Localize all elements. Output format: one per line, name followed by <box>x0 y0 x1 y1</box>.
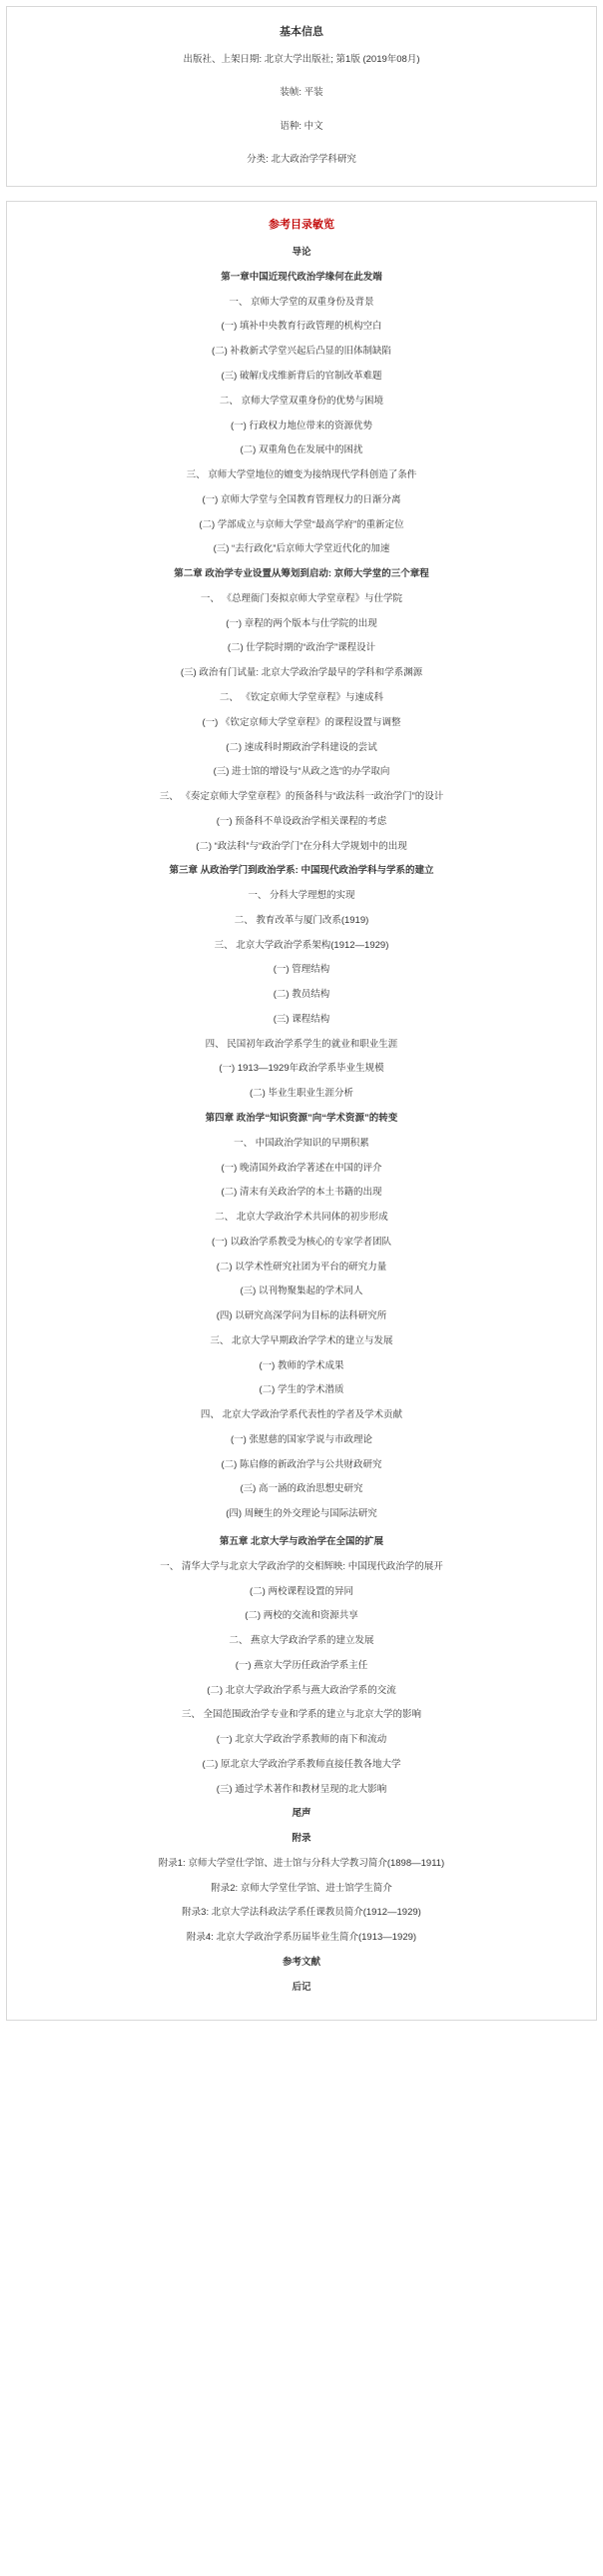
toc-entry[interactable]: 三、 全国范围政治学专业和学系的建立与北京大学的影响 <box>181 1709 422 1721</box>
toc-entry[interactable]: 三、 北京大学政治学系架构(1912—1929) <box>214 939 389 951</box>
toc-entry[interactable]: (一) 北京大学政治学系教师的南下和流动 <box>216 1734 387 1746</box>
toc-entry[interactable]: (二) 教员结构 <box>273 989 330 1001</box>
toc-entry[interactable]: 第一章中国近现代政治学缘何在此发端 <box>221 271 382 283</box>
basic-info-panel <box>6 6 597 187</box>
toc-entry[interactable]: 尾声 <box>292 1808 311 1820</box>
toc-entry[interactable]: (二) “政法科”与“政治学门”在分科大学规划中的出现 <box>196 840 407 852</box>
toc-entry[interactable]: 一、 清华大学与北京大学政治学的交相辉映: 中国现代政治学的展开 <box>160 1560 443 1572</box>
toc-entry[interactable]: (一) 教师的学术成果 <box>259 1359 344 1371</box>
toc-entry[interactable]: 第二章 政治学专业设置从筹划到启动: 京师大学堂的三个章程 <box>174 568 429 580</box>
toc-entry[interactable]: 附录3: 北京大学法科政法学系任课教员简介(1912—1929) <box>182 1907 421 1919</box>
toc-entry[interactable]: (二) 毕业生职业生涯分析 <box>250 1088 353 1100</box>
toc-entry[interactable]: 一、 京师大学堂的双重身份及背景 <box>229 296 374 308</box>
toc-entry[interactable]: 一、 中国政治学知识的早期积累 <box>234 1137 369 1149</box>
toc-entry[interactable]: (三) 进士馆的增设与“从政之选”的办学取向 <box>213 766 390 778</box>
toc-entry[interactable]: 第五章 北京大学与政治学在全国的扩展 <box>219 1536 384 1547</box>
toc-entry[interactable]: 三、 《奏定京师大学堂章程》的预备科与“政法科一政治学门”的设计 <box>159 791 444 803</box>
toc-entry[interactable]: 二、 北京大学政治学术共同体的初步形成 <box>215 1212 388 1224</box>
toc-entry[interactable]: (一) 燕京大学历任政治学系主任 <box>235 1659 368 1671</box>
toc-entry[interactable]: (一) 《钦定京师大学堂章程》的课程设置与调整 <box>202 716 401 728</box>
toc-entry[interactable]: (四) 周鲠生的外交理论与国际法研究 <box>226 1508 377 1520</box>
toc-entry[interactable]: 一、 《总理衙门奏拟京师大学堂章程》与仕学院 <box>200 592 403 604</box>
toc-list <box>19 246 584 1994</box>
toc-entry[interactable]: (三) “去行政化”后京师大学堂近代化的加速 <box>213 543 390 555</box>
toc-entry[interactable]: (二) 学生的学术潜质 <box>259 1384 344 1396</box>
toc-entry[interactable]: (二) 双重角色在发展中的困扰 <box>240 444 363 456</box>
basic-info-title: 基本信息 <box>280 26 323 38</box>
toc-entry[interactable]: (一) 以政治学系教受为核心的专家学者团队 <box>212 1236 391 1248</box>
toc-entry[interactable]: 三、 京师大学堂地位的嬗变为接纳现代学科创造了条件 <box>186 469 417 481</box>
toc-entry[interactable]: 三、 北京大学早期政治学学术的建立与发展 <box>210 1334 393 1346</box>
toc-entry[interactable]: (一) 填补中央教育行政管理的机构空白 <box>221 321 382 333</box>
toc-entry[interactable]: 第三章 从政治学门到政治学系: 中国现代政治学科与学系的建立 <box>169 865 434 877</box>
toc-entry[interactable]: (一) 京师大学堂与全国教育管理权力的日渐分离 <box>202 493 401 505</box>
toc-entry[interactable]: 二、 京师大学堂双重身份的优势与困境 <box>219 395 384 407</box>
toc-entry[interactable]: (二) 以学术性研究社团为平台的研究力量 <box>216 1261 387 1273</box>
toc-entry[interactable]: (三) 课程结构 <box>273 1013 330 1025</box>
toc-entry[interactable]: (二) 清末有关政治学的本土书籍的出现 <box>221 1187 382 1199</box>
info-line-language: 语种: 中文 <box>280 120 323 132</box>
toc-entry[interactable]: (二) 原北京大学政治学系教师直接任教各地大学 <box>202 1758 401 1770</box>
toc-entry[interactable]: (二) 北京大学政治学系与燕大政治学系的交流 <box>207 1684 396 1696</box>
toc-entry[interactable]: (二) 陈启修的新政治学与公共财政研究 <box>221 1458 382 1470</box>
toc-entry[interactable]: 四、 北京大学政治学系代表性的学者及学术贡献 <box>200 1409 403 1421</box>
toc-entry[interactable]: (二) 两校课程设置的异同 <box>250 1585 353 1597</box>
toc-entry[interactable]: (四) 以研究高深学问为目标的法科研究所 <box>216 1310 387 1322</box>
toc-entry[interactable]: (二) 补救新式学堂兴起后凸显的旧体制缺陷 <box>212 346 391 358</box>
toc-entry[interactable]: (三) 通过学术著作和教材呈现的北大影响 <box>216 1783 387 1795</box>
info-line-category: 分类: 北大政治学学科研究 <box>247 153 356 165</box>
toc-entry[interactable]: 四、 民国初年政治学系学生的就业和职业生涯 <box>205 1038 398 1050</box>
toc-entry[interactable]: (一) 预备科不单设政治学相关课程的考虑 <box>216 815 387 827</box>
toc-entry[interactable]: 二、 《钦定京师大学堂章程》与速成科 <box>219 691 384 703</box>
toc-entry[interactable]: 附录1: 京师大学堂仕学馆、进士馆与分科大学教习简介(1898—1911) <box>158 1857 445 1869</box>
toc-entry[interactable]: (三) 政治有门试量: 北京大学政治学最早的学科和学系渊源 <box>180 667 423 679</box>
toc-entry[interactable]: (二) 学部成立与京师大学堂“最高学府”的重新定位 <box>199 518 404 530</box>
toc-entry[interactable]: (三) 以刊物聚集起的学术同人 <box>240 1286 363 1297</box>
toc-entry[interactable]: 二、 燕京大学政治学系的建立发展 <box>229 1635 374 1647</box>
toc-entry[interactable]: (一) 行政权力地位带来的资源优势 <box>231 420 372 431</box>
toc-panel <box>6 201 597 2020</box>
toc-entry[interactable]: (三) 高一涵的政治思想史研究 <box>240 1483 363 1495</box>
toc-title: 参考目录敏览 <box>269 219 334 232</box>
toc-entry[interactable]: 一、 分科大学理想的实现 <box>248 890 355 902</box>
toc-entry[interactable]: (一) 管理结构 <box>273 964 330 976</box>
toc-entry[interactable]: 导论 <box>292 247 311 259</box>
toc-entry[interactable]: 附录2: 京师大学堂仕学馆、进士馆学生简介 <box>211 1882 392 1894</box>
toc-entry[interactable]: (二) 两校的交流和资源共享 <box>245 1610 358 1622</box>
toc-entry[interactable]: (一) 1913—1929年政治学系毕业生规模 <box>219 1063 384 1075</box>
toc-entry[interactable]: 附录 <box>292 1833 311 1845</box>
toc-entry[interactable]: 二、 教育改革与厦门改系(1919) <box>234 914 369 926</box>
info-line-binding: 装帧: 平装 <box>280 87 323 99</box>
toc-entry[interactable]: (二) 仕学院时期的“政治学”课程设计 <box>227 642 376 654</box>
info-line-publisher: 出版社、上架日期: 北京大学出版社; 第1版 (2019年08月) <box>183 54 420 65</box>
toc-entry[interactable]: (一) 章程的两个版本与仕学院的出现 <box>226 617 377 629</box>
toc-entry[interactable]: (二) 速成科时期政治学科建设的尝试 <box>226 741 377 753</box>
toc-entry[interactable]: 参考文献 <box>282 1957 320 1969</box>
toc-entry[interactable]: (一) 张慰慈的国家学说与市政理论 <box>231 1433 372 1445</box>
toc-entry[interactable]: 附录4: 北京大学政治学系历届毕业生简介(1913—1929) <box>186 1932 417 1944</box>
toc-entry[interactable]: (三) 破解戊戌维新背后的官制改革难题 <box>221 371 382 383</box>
toc-entry[interactable]: 后记 <box>292 1981 311 1993</box>
toc-entry[interactable]: 第四章 政治学“知识资源”向“学术资源”的转变 <box>205 1112 398 1124</box>
toc-entry[interactable]: (一) 晚清国外政治学著述在中国的评介 <box>221 1162 382 1174</box>
